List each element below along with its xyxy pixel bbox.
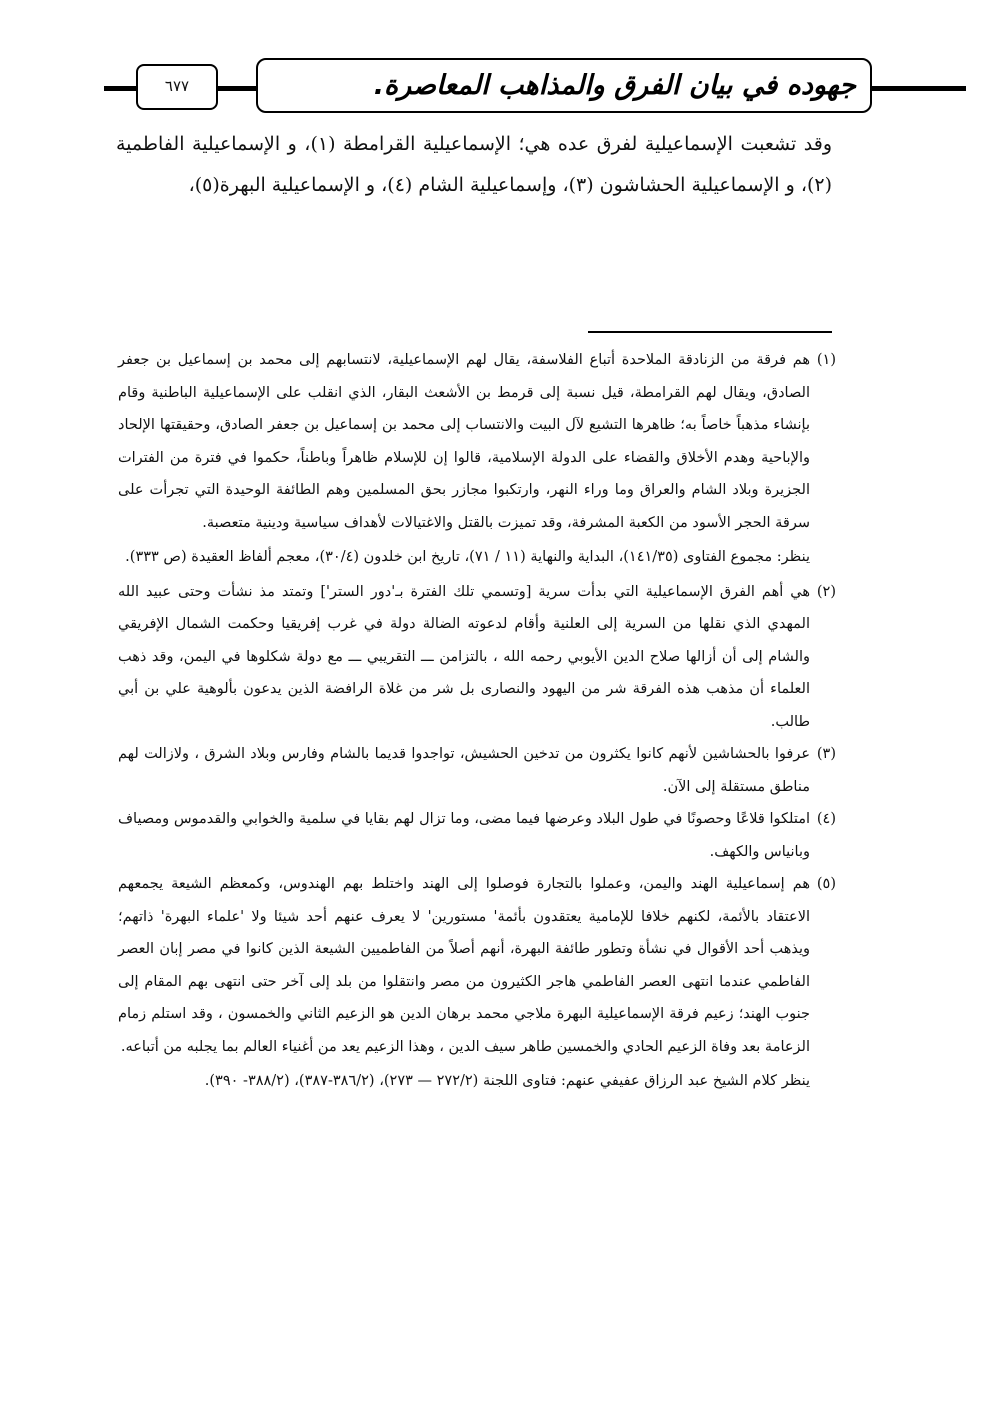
footnote-text: هم فرقة من الزنادقة الملاحدة أتباع الفلاسفة، يقال لهم الإسماعيلية، لانتسابهم إلى محمد بن إسماعيل بن جعفر الصادق، ويقال لهم القرامطة، قيل نسبة إلى قرمط بن الأشعث البقار، الذي انقلب على الإسماعيلية الباطنية وقام بإنشاء مذهباً خاصاً به؛ ظاهرها التشيع لآل البيت والانتساب إلى محمد بن إسماعيل بن جعفر الصادق، وحقيقتها الإلحاد والإباحية وهدم الأخلاق والقضاء على الدولة الإسلامية، قالوا إن للإسلام ظاهراً وباطناً، حكموا في فترة من الفترات الجزيرة وبلاد الشام والعراق وما وراء النهر، وارتكبوا مجازر بحق المسلمين وهم الطائفة الوحيدة التي تجرأت على سرقة الحجر الأسود من الكعبة المشرفة، وقد تميزت بالقتل والاغتيالات لأهداف سياسية ودينية متعصبة. — [118, 352, 810, 531]
body-text — [116, 124, 832, 206]
footnote-text: هي أهم الفرق الإسماعيلية التي بدأت سرية [وتسمي تلك الفترة بـ'دور الستر'] وتمتد مذ نشأت وحتى عبيد الله المهدي الذي نقلها من السرية إلى العلنية وأقام لدعوته الضالة دولة في غرب إفريقيا وحكمت الشمال الإفريقي والشام إلى أن أزالها صلاح الدين الأيوبي رحمه الله ، بالتزامن ـــ التقريبي ـــ مع دولة شكلوها في اليمن، وقد ذهب العلماء أن مذهب هذه الفرقة شر من اليهود والنصارى بل شر من غلاة الرافضة الذين يدعون بألوهية علي بن أبي طالب. — [118, 583, 810, 730]
footnote-1-reference: ينظر: مجموع الفتاوى (١٤١/٣٥)، البداية والنهاية (١١ / ٧١)، تاريخ ابن خلدون (٣٠/٤)، معجم ألفاظ العقيدة (ص ٣٣٣). — [125, 549, 810, 565]
footnote-text: عرفوا بالحشاشين لأنهم كانوا يكثرون من تدخين الحشيش، تواجدوا قديما بالشام وفارس وبلاد الشرق ، ولازالت لهم مناطق مستقلة إلى الآن. — [118, 746, 810, 795]
footnote-1 — [118, 344, 836, 539]
page-number-box — [136, 64, 218, 110]
header-rule-left — [104, 86, 138, 91]
page-number: ٦٧٧ — [164, 77, 190, 95]
header-title-box — [256, 58, 872, 113]
header-rule-middle — [218, 86, 258, 91]
body-paragraph: وقد تشعبت الإسماعيلية لفرق عده هي؛ الإسماعيلية القرامطة (١)، و الإسماعيلية الفاطمية (٢)، و الإسماعيلية الحشاشون (٣)، وإسماعيلية الشام (٤)، و الإسماعيلية البهرة(٥)، — [116, 133, 833, 196]
header-rule-right — [870, 86, 966, 91]
footnote-2 — [118, 576, 836, 739]
footnote-number: (٤) — [816, 811, 836, 827]
footnote-text: امتلكوا قلاعًا وحصونًا في طول البلاد وعرضها فيما مضى، وما تزال لهم بقايا في سلمية والخوابي والقدموس ومصياف وبانياس والكهف. — [118, 811, 810, 860]
footnote-separator — [588, 331, 832, 333]
page-title: جهوده في بيان الفرق والمذاهب المعاصرة. — [373, 70, 856, 101]
footnote-number: (٥) — [816, 876, 836, 892]
footnote-4 — [118, 803, 836, 868]
footnote-number: (٣) — [816, 746, 836, 762]
footnote-number: (٢) — [816, 583, 836, 600]
footnote-number: (١) — [816, 352, 836, 368]
footnotes — [118, 344, 836, 1100]
footnote-text: هم إسماعيلية الهند واليمن، وعملوا بالتجارة فوصلوا إلى الهند واختلط بهم الهندوس، وكمعظم الشيعة يجمعهم الاعتقاد بالأئمة، لكنهم خلافا للإمامية يعتقدون بأئمة' مستورين' لا يعرف عنهم أحد شيئا ولا 'علماء البهرة' ذاتهم؛ ويذهب أحد الأقوال في نشأة وتطور طائفة البهرة، أنهم أصلاً من الفاطميين الشيعة الذين كانوا في مصر إبان العصر الفاطمي عندما انتهى العصر الفاطمي هاجر الكثيرون من مصر وانتقلوا من بلد إلى آخر حتى انتهى بهم المقام إلى جنوب الهند؛ زعيم فرقة الإسماعيلية البهرة ملاجي محمد برهان الدين هو الزعيم الثاني والخمسون ، وقد استلم زمام الزعامة بعد وفاة الزعيم الحادي والخمسين طاهر سيف الدين ، وهذا الزعيم يعد من أغنياء العالم بما يجلبه من أتباعه. — [118, 876, 810, 1055]
footnote-5-reference: ينظر كلام الشيخ عبد الرزاق عفيفي عنهم: فتاوى اللجنة (٢٧٢/٢ — ٢٧٣)، (٣٨٦/٢-٣٨٧)، (٣٨٨/٢- ٣٩٠). — [204, 1073, 810, 1089]
footnote-5 — [118, 868, 836, 1063]
footnote-3 — [118, 738, 836, 803]
